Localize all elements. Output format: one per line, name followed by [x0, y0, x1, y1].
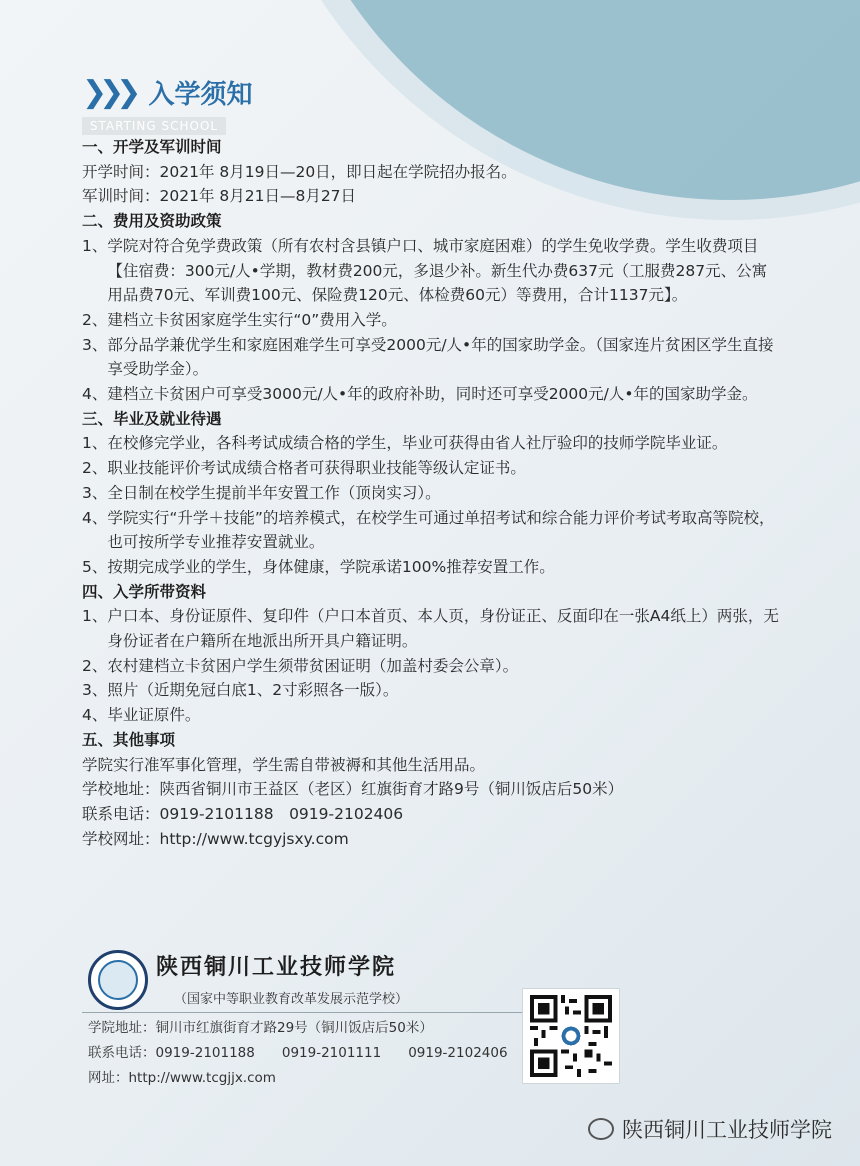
item-text: 建档立卡贫困家庭学生实行“0”费用入学。 — [107, 310, 397, 329]
school-phone: 联系电话：0919-2101188 0919-2102406 — [82, 804, 404, 823]
list-item — [82, 604, 782, 653]
item-text: 建档立卡贫困户可享受3000元/人•年的政府补助，同时还可享受2000元/人•年的国家助学金。 — [107, 385, 758, 404]
notice-body — [82, 135, 782, 851]
list-item — [82, 431, 782, 456]
footer-school-name: 陕西铜川工业技师学院 — [156, 955, 397, 980]
list-item — [82, 456, 782, 481]
list-item — [82, 333, 782, 382]
item-number: 2、 — [82, 656, 108, 675]
page-subtitle: STARTING SCHOOL — [82, 117, 226, 135]
item-number: 1、 — [82, 434, 108, 453]
footer-website: 网址：http://www.tcgjjx.com — [88, 1070, 276, 1086]
section-line: 开学时间：2021年 8月19日—20日，即日起在学院招办报名。 — [82, 162, 517, 181]
section-heading: 一、开学及军训时间 — [82, 138, 222, 156]
item-number: 1、 — [82, 236, 108, 255]
item-text: 职业技能评价考试成绩合格者可获得职业技能等级认定证书。 — [107, 459, 526, 478]
wechat-watermark — [588, 1114, 832, 1144]
list-item — [82, 506, 782, 555]
footer-address: 学院地址：铜川市红旗街育才路29号（铜川饭店后50米） — [88, 1020, 433, 1036]
section-heading: 二、费用及资助政策 — [82, 212, 222, 231]
footer-divider — [82, 1012, 592, 1013]
item-text: 学院实行“升学＋技能”的培养模式，在校学生可通过单招考试和综合能力评价考试考取高等院校，也可按所学专业推荐安置就业。 — [107, 508, 775, 552]
school-website: 学校网址：http://www.tcgyjsxy.com — [82, 829, 349, 848]
qr-code — [522, 988, 620, 1084]
list-item — [82, 382, 782, 407]
item-text: 部分品学兼优学生和家庭困难学生可享受2000元/人•年的国家助学金。（国家连片贫困区学生直接享受助学金）。 — [107, 335, 774, 379]
section-line: 学院实行准军事化管理，学生需自带被褥和其他生活用品。 — [82, 755, 486, 774]
section-line: 军训时间：2021年 8月21日—8月27日 — [82, 187, 357, 206]
section-graduation — [82, 407, 782, 580]
page-header — [82, 74, 253, 135]
list-item — [82, 481, 782, 506]
item-text: 全日制在校学生提前半年安置工作（顶岗实习）。 — [107, 483, 441, 502]
section-documents — [82, 580, 782, 728]
watermark-text: 陕西铜川工业技师学院 — [622, 1118, 832, 1142]
section-fees — [82, 209, 782, 407]
item-number: 4、 — [82, 508, 108, 527]
list-item — [82, 308, 782, 333]
item-number: 4、 — [82, 706, 108, 725]
list-item — [82, 678, 782, 703]
wechat-icon — [588, 1118, 614, 1140]
footer-school-subtitle: （国家中等职业教育改革发展示范学校） — [174, 992, 409, 1007]
page-title: 入学须知 — [148, 80, 253, 110]
list-item — [82, 703, 782, 728]
list-item — [82, 234, 782, 308]
chevron-right-icon: ❯❯❯ — [82, 75, 134, 110]
section-heading: 五、其他事项 — [82, 730, 176, 749]
item-text: 按期完成学业的学生，身体健康，学院承诺100%推荐安置工作。 — [107, 557, 555, 576]
item-text: 毕业证原件。 — [107, 706, 201, 725]
footer-contact — [88, 1016, 508, 1091]
item-text: 在校修完学业，各科考试成绩合格的学生，毕业可获得由省人社厅验印的技师学院毕业证。 — [107, 434, 728, 453]
section-other — [82, 728, 782, 852]
list-item — [82, 654, 782, 679]
item-text: 户口本、身份证原件、复印件（户口本首页、本人页，身份证正、反面印在一张A4纸上）两张，无身份证者在户籍所在地派出所开具户籍证明。 — [107, 607, 779, 651]
item-text: 学院对符合免学费政策（所有农村含县镇户口、城市家庭困难）的学生免收学费。学生收费项目【住宿费：300元/人•学期，教材费200元，多退少补。新生代办费637元（工服费287元、公寓用品费70元、军训费100元、保险费120元、体检费60元）等费用，合计1137元】。 — [107, 236, 768, 305]
item-number: 1、 — [82, 607, 108, 626]
item-number: 2、 — [82, 310, 108, 329]
section-heading: 四、入学所带资料 — [82, 582, 207, 601]
school-address: 学校地址：陕西省铜川市王益区（老区）红旗街育才路9号（铜川饭店后50米） — [82, 780, 624, 799]
item-text: 照片（近期免冠白底1、2寸彩照各一版）。 — [107, 681, 399, 700]
section-schedule — [82, 135, 782, 209]
list-item — [82, 555, 782, 580]
item-number: 3、 — [82, 483, 108, 502]
item-number: 4、 — [82, 385, 108, 404]
section-heading: 三、毕业及就业待遇 — [82, 409, 222, 428]
item-number: 2、 — [82, 459, 108, 478]
qr-code-icon — [529, 995, 613, 1077]
footer-phone: 联系电话：0919-2101188 0919-2101111 0919-2102406 — [88, 1045, 508, 1061]
item-number: 3、 — [82, 335, 108, 354]
seal-emblem-icon — [98, 960, 138, 1000]
item-number: 3、 — [82, 681, 108, 700]
school-seal-logo — [88, 950, 148, 1010]
item-number: 5、 — [82, 557, 108, 576]
item-text: 农村建档立卡贫困户学生须带贫困证明（加盖村委会公章）。 — [107, 656, 519, 675]
